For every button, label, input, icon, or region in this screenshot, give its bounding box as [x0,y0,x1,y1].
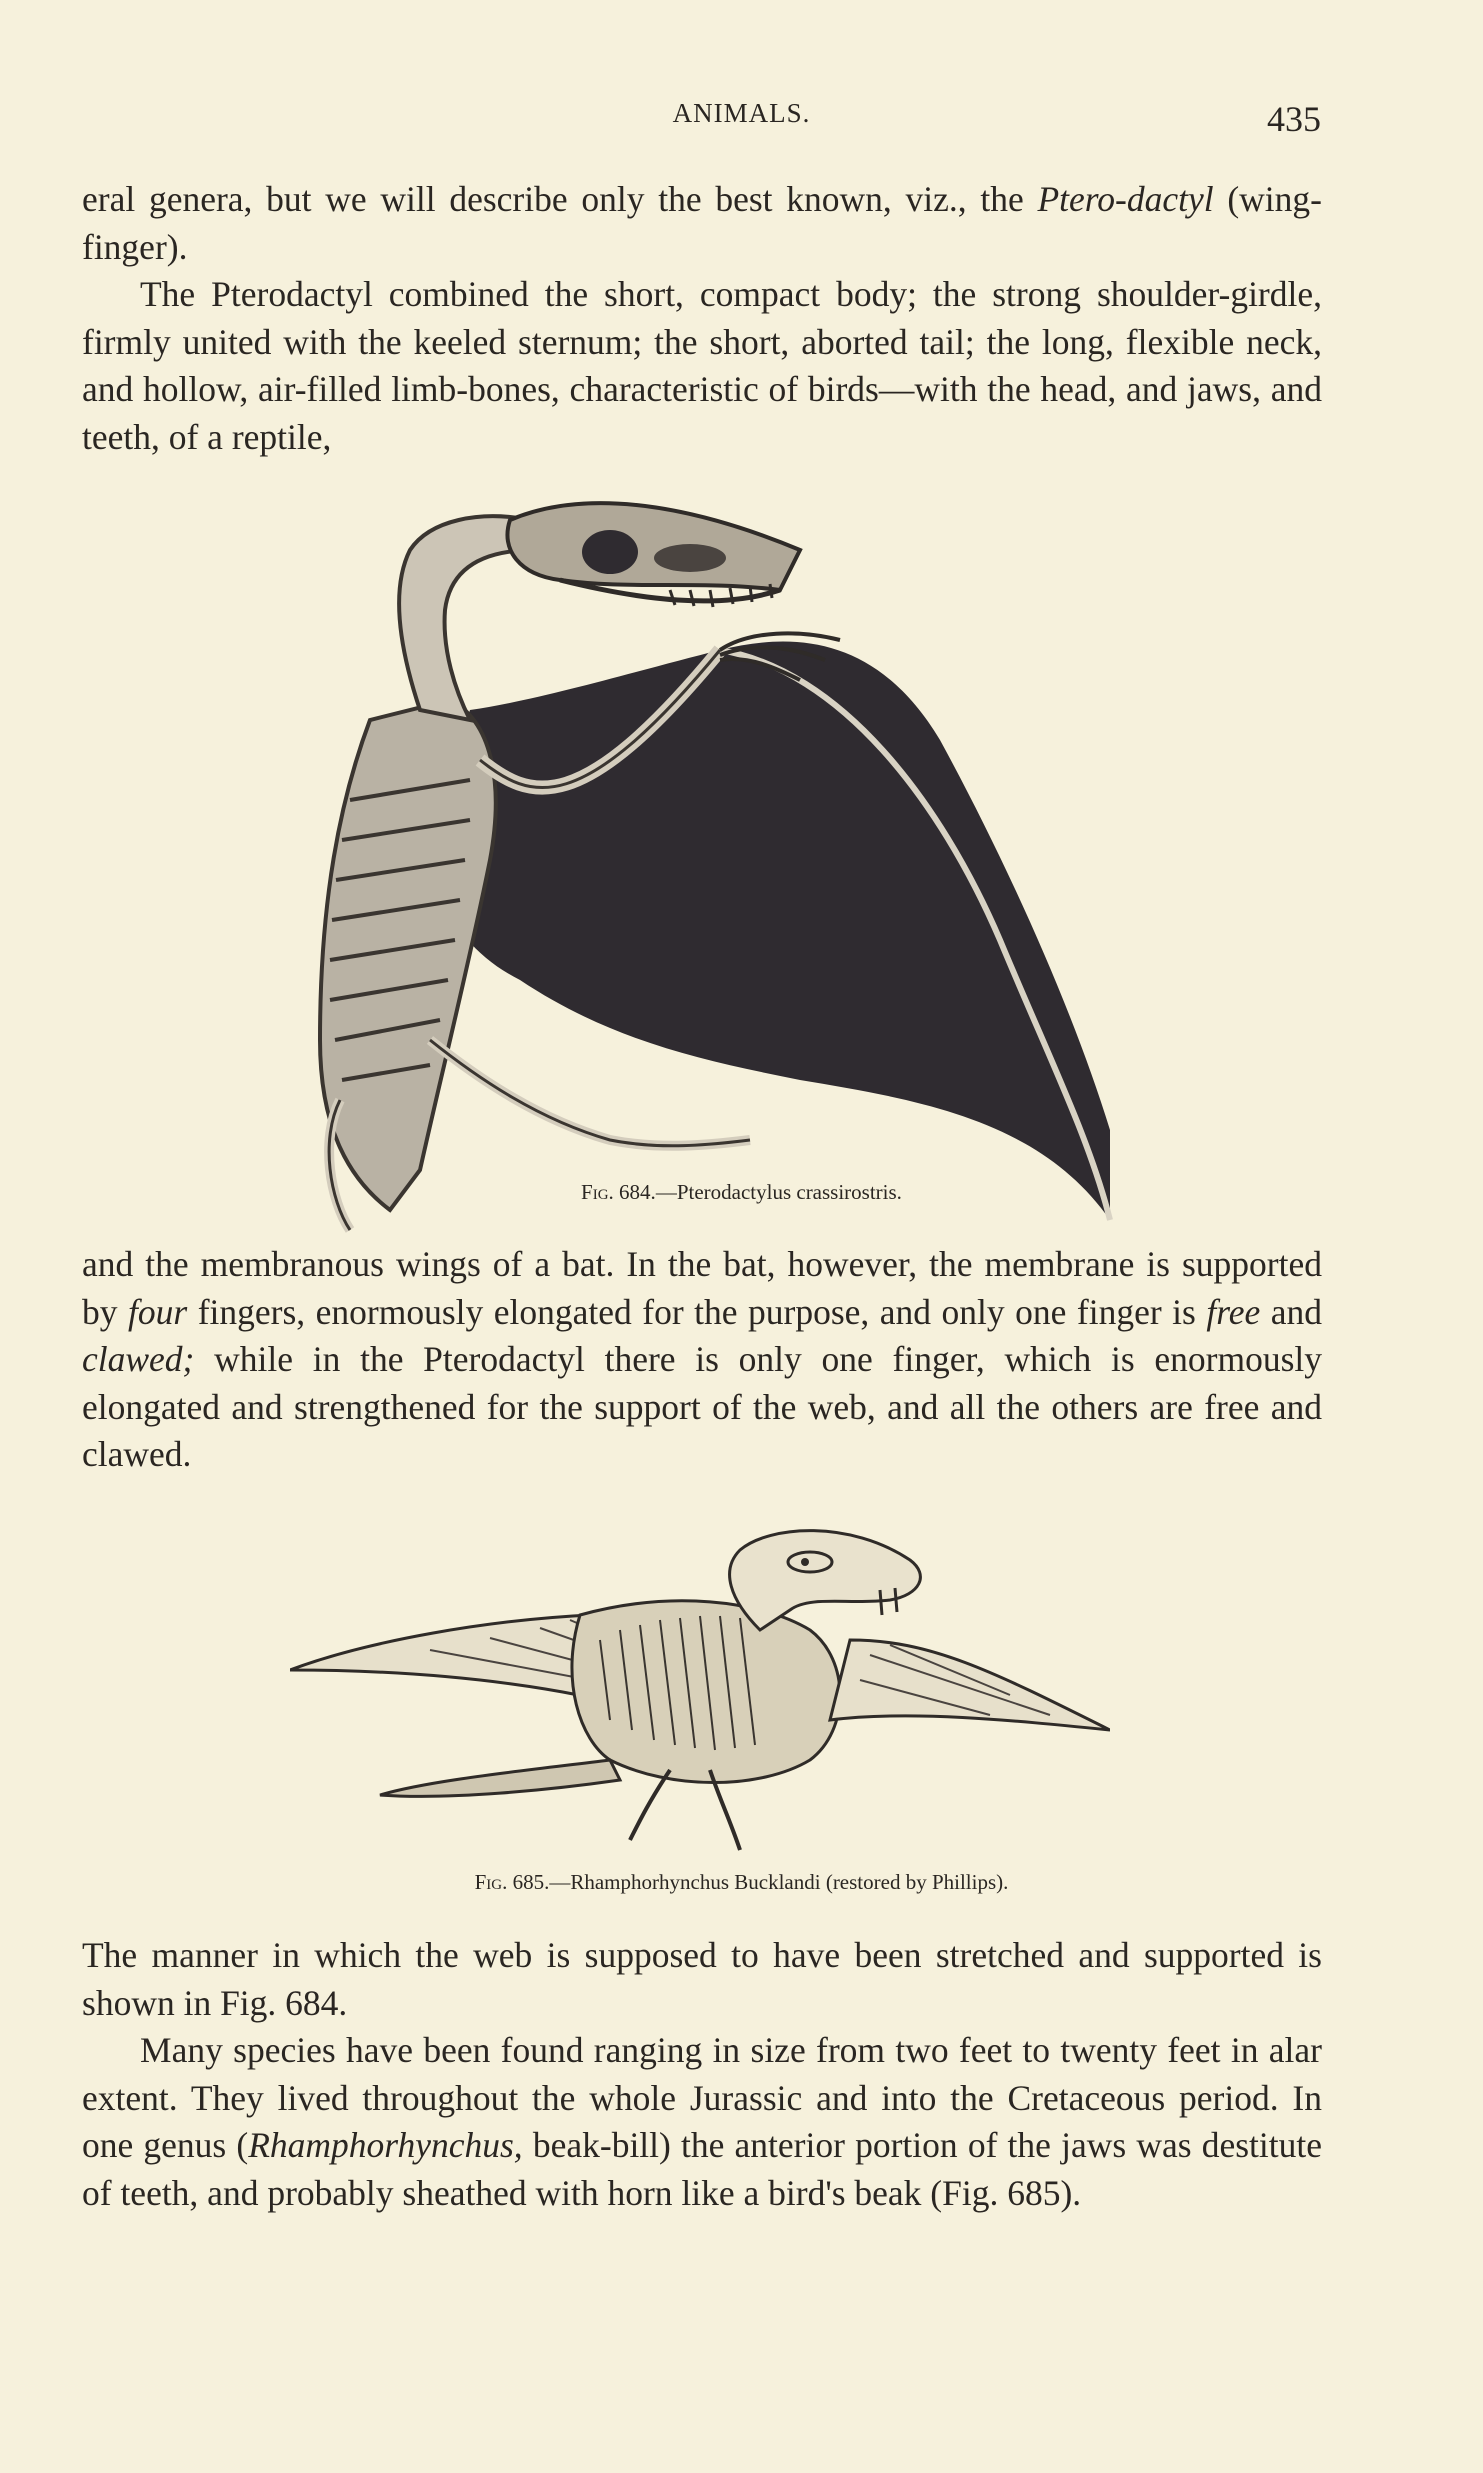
paragraph-5-italic: Rhamphorhynchus, [248,2125,523,2165]
pterodactyl-skeleton-illustration [280,480,1120,1240]
paragraph-1-text: eral genera, but we will describe only the best known, viz., the [82,179,1038,219]
figure-684-label: Fig. 684. [581,1180,656,1204]
paragraph-3-text-g: while in the Pterodactyl there is only one finger, which is enormously elongated and strengthened for the support of the web, and all the others are free and clawed. [82,1339,1322,1474]
figure-684-title: —Pterodactylus crassirostris. [655,1180,902,1204]
figure-684-caption [0,1180,1483,1205]
running-header: ANIMALS. [672,98,811,128]
paragraph-1-italic: Ptero-dactyl [1037,179,1214,219]
paragraph-5 [82,2027,1322,2217]
paragraph-5-text-end: beak-bill) the anterior portion of the jaws was destitute of teeth, and probably sheathed with horn like a bird's beak (Fig. 685). [82,2125,1322,2213]
paragraph-5-text: Many species have been found ranging in size from two feet to twenty feet in alar extent. They lived throughout the whole Jurassic and into the Cretaceous period. In one genus ( [82,2030,1322,2165]
figure-685-label: Fig. 685. [474,1870,550,1894]
paragraph-3-italic-four: four [128,1291,188,1332]
paragraph-1-text-end: (wing-finger). [82,179,1322,267]
paragraph-3 [82,1241,1322,1479]
paragraph-3-text-e: and [1260,1291,1322,1332]
figure-685-title: —Rhamphorhynchus Bucklandi (restored by Phillips). [549,1870,1009,1894]
paragraph-3-text-a: and the membranous wings of a bat. In the bat, however, the membrane is supported by [82,1244,1322,1332]
paragraph-4: The manner in which the web is supposed to have been stretched and supported is shown in Fig. 684. [82,1935,1322,2023]
page-number: 435 [1267,99,1321,139]
paragraph-3-text-c: fingers, enormously elongated for the purpose, and only one finger is [187,1291,1207,1332]
rhamphorhynchus-illustration [290,1520,1110,1860]
paragraph-2: The Pterodactyl combined the short, compact body; the strong shoulder-girdle, firmly united with the keeled sternum; the short, aborted tail; the long, flexible neck, and hollow, air-filled limb-bones, characteristic of birds—with the head, and jaws, and teeth, of a reptile, [82,274,1322,457]
paragraph-1 [82,176,1322,271]
paragraph-3-italic-clawed: clawed; [82,1339,195,1379]
figure-685-caption [0,1870,1483,1895]
paragraph-3-italic-free: free [1206,1291,1261,1332]
